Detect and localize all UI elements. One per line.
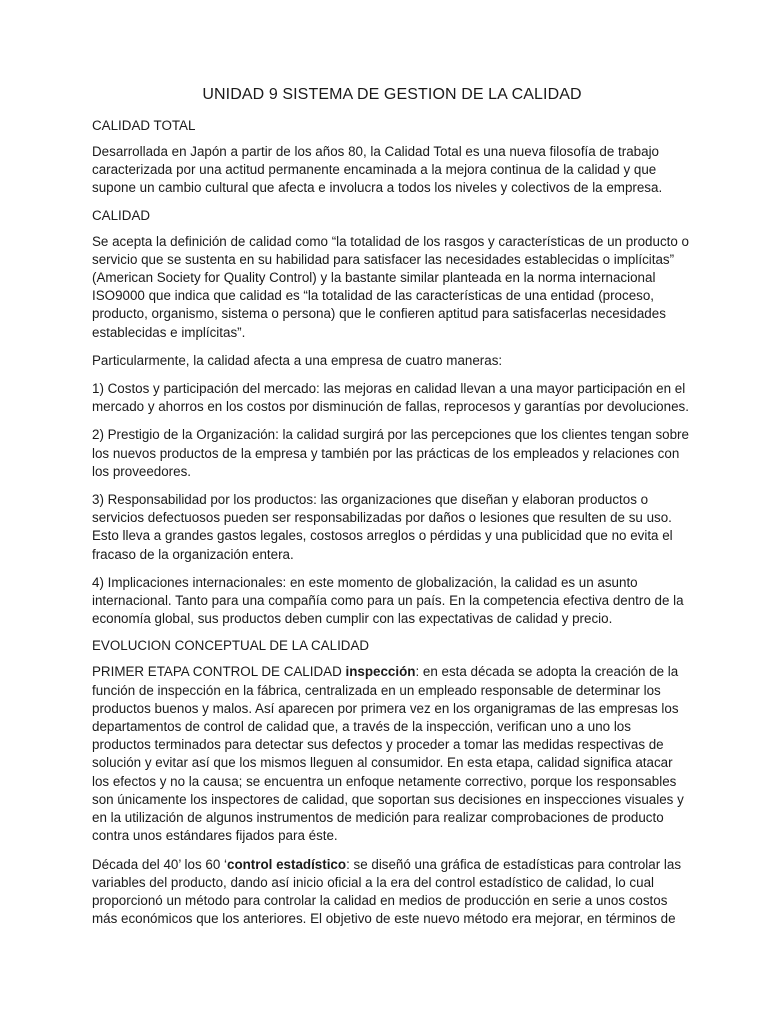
estadistico-text: : se diseñó una gráfica de estadísticas para controlar las variables del producto, dando así inicio oficial a la era del control estadístico de calidad, lo cual proporcionó un método para controlar la calidad en medios de producción en serie a unos costos más económicos que los anteriores. El objetivo de este nuevo método era mejorar, en términos de: [92, 856, 682, 927]
heading-calidad: CALIDAD: [92, 207, 151, 223]
document-title: UNIDAD 9 SISTEMA DE GESTION DE LA CALIDAD: [202, 86, 582, 103]
paragraph-control-estadistico: [92, 856, 692, 929]
list-item-costos: 1) Costos y participación del mercado: las mejoras en calidad llevan a una mayor participación en el mercado y ahorros en los costos por disminución de fallas, reprocesos y garantías por devoluciones.: [92, 381, 689, 415]
estadistico-bold: control estadístico: [227, 856, 347, 872]
inspeccion-prefix: PRIMER ETAPA CONTROL DE CALIDAD: [92, 664, 346, 680]
paragraph-calidad-total: Desarrollada en Japón a partir de los años 80, la Calidad Total es una nueva filosofía de trabajo caracterizada por una actitud permanente encaminada a la mejora continua de la calidad y que supone un cambio cultural que afecta e involucra a todos los niveles y colectivos de la empresa.: [92, 144, 663, 196]
heading-evolucion: EVOLUCION CONCEPTUAL DE LA CALIDAD: [92, 638, 370, 654]
list-item-internacionales: 4) Implicaciones internacionales: en este momento de globalización, la calidad es un asunto internacional. Tanto para una compañía como para un país. En la competencia efectiva dentro de la economía global, sus productos deben cumplir con las expectativas de calidad y precio.: [92, 574, 684, 627]
paragraph-calidad-definicion: Se acepta la definición de calidad como “la totalidad de los rasgos y características de un producto o servicio que se sustenta en su habilidad para satisfacer las necesidades establecidas o implícitas” (American Society for Quality Control) y la bastante similar planteada en la norma internacional ISO9000 que indica que calidad es “la totalidad de las características de una entidad (proceso, producto, organismo, sistema o persona) que le confieren aptitud para satisfacerlas necesidades establecidas e implícitas”.: [92, 233, 689, 340]
estadistico-prefix: Década del 40’ los 60 ‘: [92, 856, 227, 872]
list-item-responsabilidad: 3) Responsabilidad por los productos: las organizaciones que diseñan y elaboran productos o servicios defectuosos pueden ser responsabilizadas por daños o lesiones que resulten de su uso. Esto lleva a grandes gastos legales, costosos arreglos o pérdidas y una publicidad que no evita el fracaso de la organización entera.: [92, 492, 673, 562]
inspeccion-bold: inspección: [345, 664, 416, 680]
heading-calidad-total: CALIDAD TOTAL: [92, 118, 196, 133]
list-item-prestigio: 2) Prestigio de la Organización: la calidad surgirá por las percepciones que los clientes tengan sobre los nuevos productos de la empresa y también por las prácticas de los empleados y relaciones con los proveedores.: [92, 427, 689, 479]
paragraph-calidad-intro: Particularmente, la calidad afecta a una empresa de cuatro maneras:: [92, 352, 503, 368]
paragraph-inspeccion: [92, 663, 692, 845]
inspeccion-text: : en esta década se adopta la creación de la función de inspección en la fábrica, centralizada en un empleado responsable de determinar los productos buenos y malos. Así aparecen por primera vez en los organigramas de las empresas los departamentos de control de calidad que, a través de la inspección, verifican uno a uno los productos terminados para detectar sus defectos y proceder a tomar las medidas respectivas de solución y evitar así que los mismos lleguen al consumidor. En esta etapa, calidad significa atacar los efectos y no la causa; se encuentra un enfoque netamente correctivo, porque los responsables son únicamente los inspectores de calidad, que soportan sus decisiones en inspecciones visuales y en la utilización de algunos instrumentos de medición para realizar comprobaciones de producto contra unos estándares fijados para éste.: [92, 664, 684, 844]
